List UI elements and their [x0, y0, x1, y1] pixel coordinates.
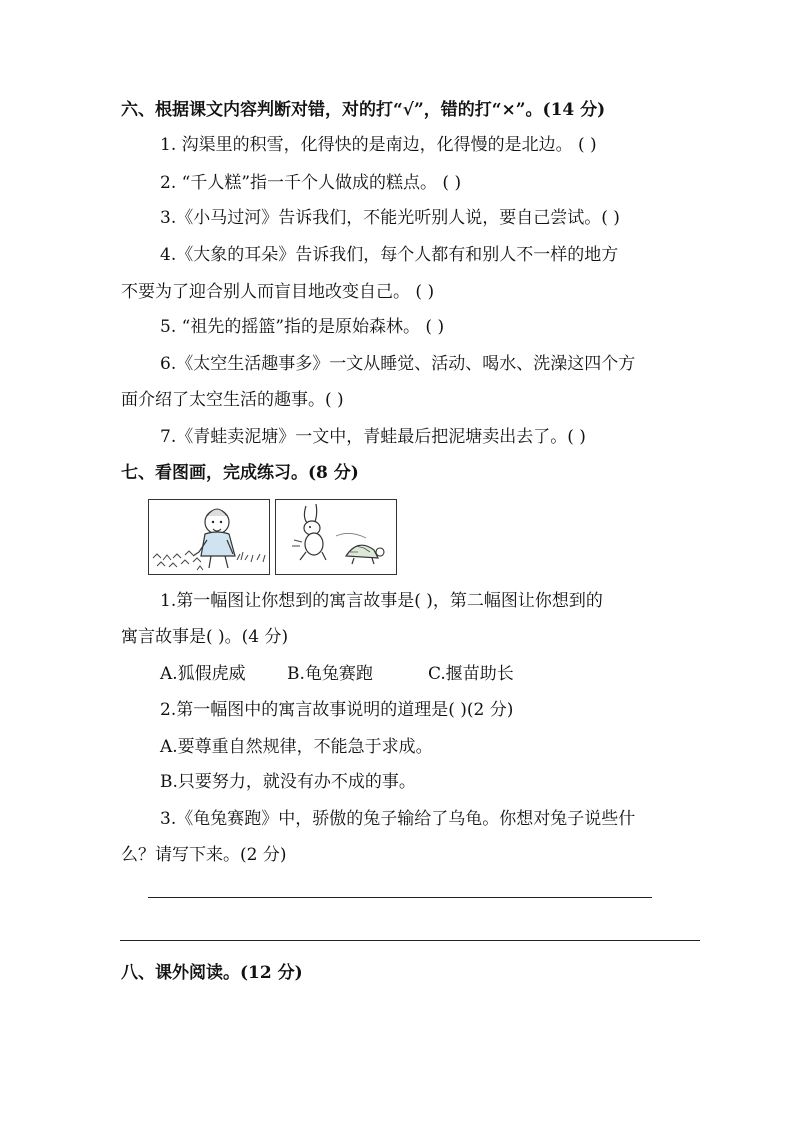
section-divider — [120, 940, 700, 941]
question-7-1-continuation: 寓言故事是( )。(4 分) — [121, 627, 289, 647]
section7-heading: 七、看图画，完成练习。(8 分) — [121, 463, 359, 483]
question-item: 5. “祖先的摇篮”指的是原始森林。 ( ) — [160, 317, 445, 337]
picture-rabbit-and-tortoise — [275, 499, 397, 575]
answer-line[interactable] — [148, 897, 652, 898]
question-7-1: 1.第一幅图让你想到的寓言故事是( )，第二幅图让你想到的 — [160, 591, 603, 611]
option-c: C.揠苗助长 — [428, 664, 514, 684]
question-item: 2. “千人糕”指一千个人做成的糕点。 ( ) — [160, 173, 462, 193]
picture-row — [148, 499, 400, 577]
option-a: A.狐假虎威 — [160, 664, 246, 684]
question-7-2: 2.第一幅图中的寓言故事说明的道理是( )(2 分) — [160, 700, 514, 720]
question-item: 7.《青蛙卖泥塘》一文中，青蛙最后把泥塘卖出去了。( ) — [160, 427, 586, 447]
question-item: 4.《大象的耳朵》告诉我们，每个人都有和别人不一样的地方 — [160, 245, 619, 265]
option-b: B.龟兔赛跑 — [287, 664, 373, 684]
question-7-3: 3.《龟兔赛跑》中，骄傲的兔子输给了乌龟。你想对兔子说些什 — [160, 809, 636, 829]
question-7-2-option-a: A.要尊重自然规律，不能急于求成。 — [160, 737, 433, 757]
section8-heading: 八、课外阅读。(12 分) — [121, 963, 303, 983]
question-7-3-continuation: 么？请写下来。(2 分) — [121, 845, 287, 865]
picture-farmer-pulling-seedlings — [148, 499, 270, 575]
question-item-continuation: 面介绍了太空生活的趣事。( ) — [121, 390, 344, 410]
question-item-continuation: 不要为了迎合别人而盲目地改变自己。 ( ) — [121, 282, 435, 302]
question-7-2-option-b: B.只要努力，就没有办不成的事。 — [160, 772, 416, 792]
question-item: 3.《小马过河》告诉我们，不能光听别人说，要自己尝试。( ) — [160, 208, 620, 228]
section6-heading: 六、根据课文内容判断对错，对的打“√”，错的打“×”。(14 分) — [121, 100, 606, 120]
question-item: 1. 沟渠里的积雪，化得快的是南边，化得慢的是北边。 ( ) — [160, 135, 597, 155]
question-item: 6.《太空生活趣事多》一文从睡觉、活动、喝水、洗澡这四个方 — [160, 354, 636, 374]
